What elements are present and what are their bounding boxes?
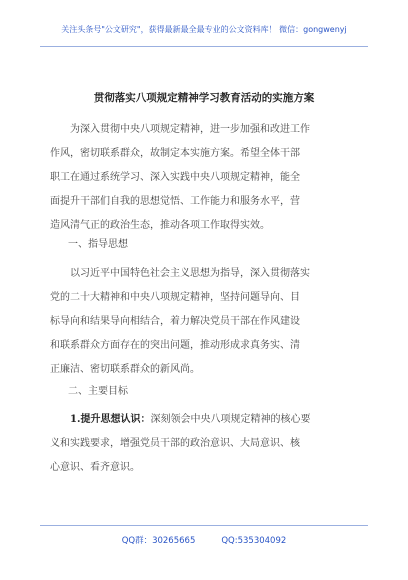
header-divider [40,46,368,47]
goal-item-1-label: 1.提升思想认识： [70,414,151,425]
intro-line-4: 面提升干部们自我的思想觉悟、工作能力和服务水平，营 [50,196,300,207]
guiding-line-5: 正廉洁、密切联系群众的新风尚。 [50,364,200,375]
intro-line-1: 为深入贯彻中央八项规定精神，进一步加强和改进工作 [70,124,310,135]
footer-divider [40,525,368,526]
section-heading-main-goals: 二、主要目标 [68,386,128,397]
guiding-line-2: 党的二十大精神和中央八项规定精神，坚持问题导向、目 [50,292,300,303]
guiding-line-3: 标导向和结果导向相结合，着力解决党员干部在作风建设 [50,316,300,327]
goal-item-1-line-1 [50,408,355,432]
header-banner: 关注头条号"公文研究"，获得最新最全最专业的公文资料库！ 微信：gongwenyj [61,25,347,34]
footer-qq: QQ:535304092 [221,536,287,546]
intro-line-3: 职工在通过系统学习、深入实践中央八项规定精神，能全 [50,172,300,183]
goal-item-1-line-2: 义和实践要求，增强党员干部的政治意识、大局意识、核 [50,438,300,449]
document-title: 贯彻落实八项规定精神学习教育活动的实施方案 [93,92,315,104]
section-heading-guiding-thought: 一、指导思想 [68,239,128,250]
intro-line-2: 作风，密切联系群众，故制定本实施方案。希望全体干部 [50,148,300,159]
goal-item-1-paragraph [50,408,355,480]
footer-qq-group: QQ群：30265665 [121,536,196,546]
guiding-line-4: 和联系群众方面存在的突出问题，推动形成求真务实、清 [50,340,300,351]
intro-line-5: 造风清气正的政治生态，推动各项工作取得实效。 [50,220,270,231]
guiding-line-1: 以习近平中国特色社会主义思想为指导，深入贯彻落实 [70,268,310,279]
goal-item-1-line-3: 心意识、看齐意识。 [50,462,140,473]
guiding-thought-paragraph [50,262,355,382]
goal-item-1-text: 深刻领会中央八项规定精神的核心要 [150,414,311,425]
footer-contact [0,534,408,546]
intro-paragraph [50,118,355,238]
